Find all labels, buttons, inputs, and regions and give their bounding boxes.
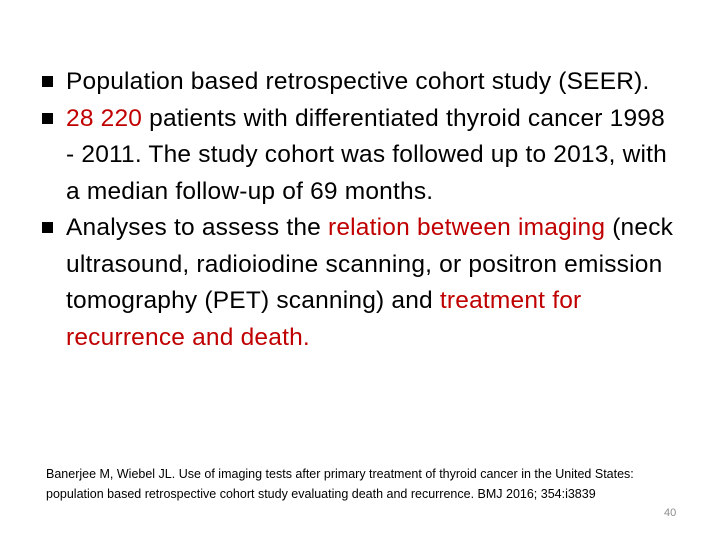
bullet-text: (neck ultrasound, radioiodine scanning, or positron emission tomography (PET) scanning) and: [66, 214, 674, 314]
bullet-item-patients: [40, 101, 680, 211]
highlighted-treatment-outcome: treatment for recurrence and death.: [66, 287, 582, 351]
bullet-text: patients with differentiated thyroid cancer 1998 - 2011. The study cohort was followed up to 2013, with a median follow-up of 69 months.: [66, 104, 667, 205]
page-number: 40: [664, 507, 677, 519]
bullet-text: Analyses to assess the: [66, 214, 328, 241]
highlighted-relation-imaging: relation between imaging: [327, 214, 606, 241]
square-bullet-icon: [42, 222, 53, 233]
bullet-text: Population based retrospective cohort study (SEER).: [66, 68, 650, 95]
highlighted-patient-count: 28 220: [66, 104, 143, 132]
reference-citation: Banerjee M, Wiebel JL. Use of imaging tests after primary treatment of thyroid cancer in the United States: population based retrospective cohort study evaluating death and recurrence. BMJ 2016; 354:i3839: [46, 467, 634, 501]
bullet-item-analyses: [40, 210, 680, 356]
square-bullet-icon: [42, 113, 53, 124]
square-bullet-icon: [42, 76, 53, 87]
bullet-list: [40, 64, 680, 356]
bullet-item-study-design: [40, 64, 680, 101]
